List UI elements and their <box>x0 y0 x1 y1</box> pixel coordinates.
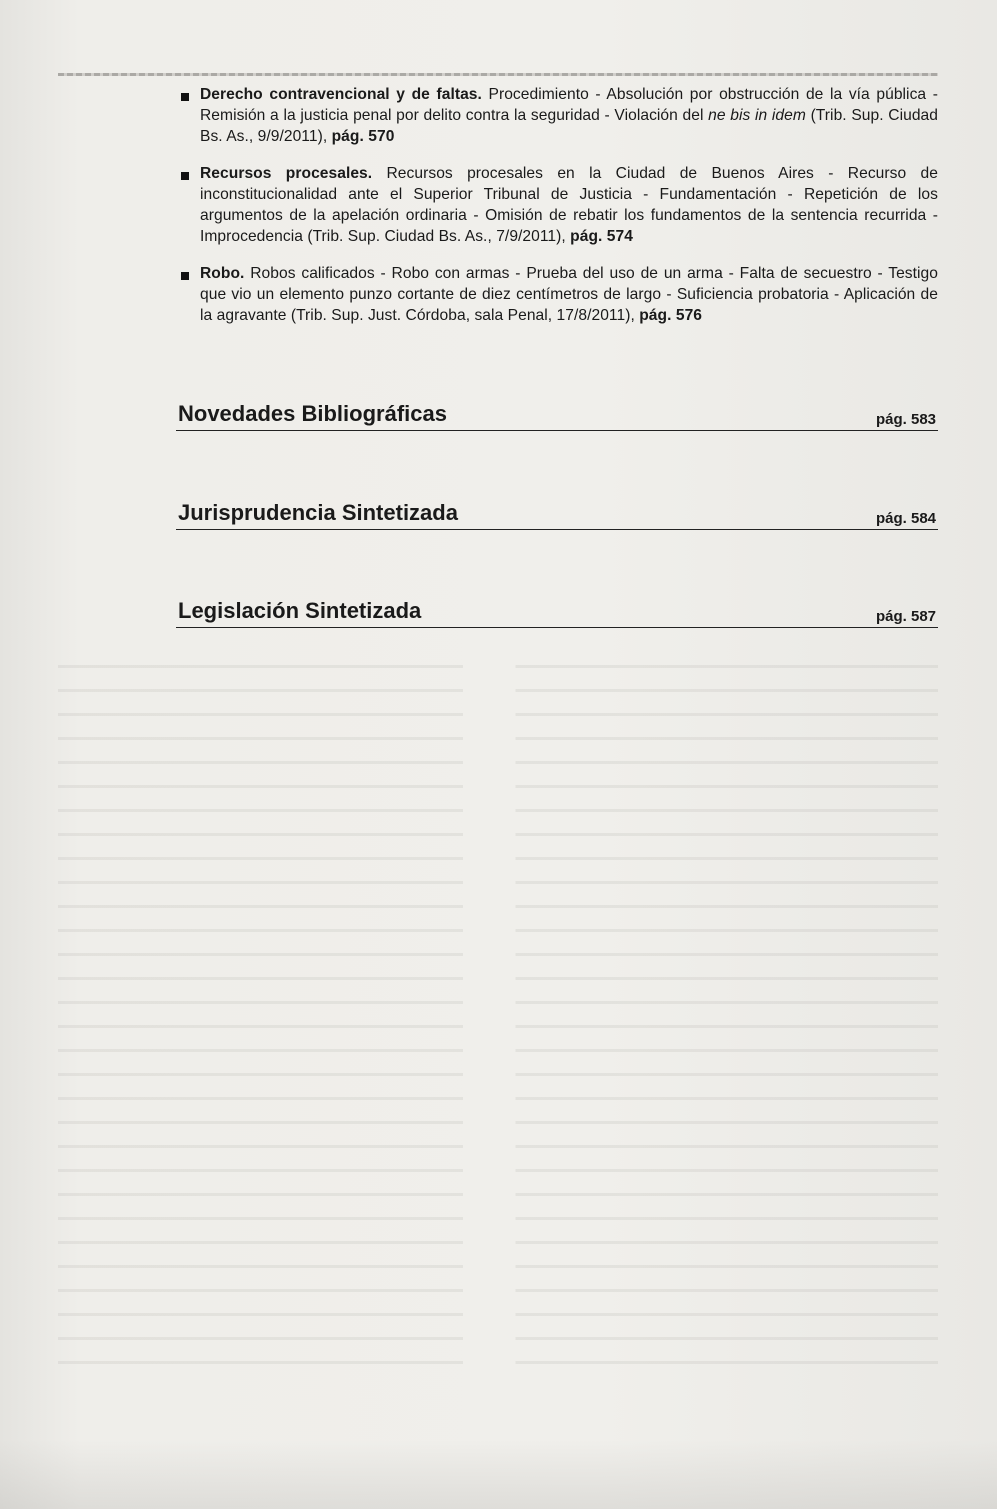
section-page: pág. 587 <box>875 608 936 625</box>
entry-body: Recursos procesales en la Ciudad de Buenos Aires - Recurso de inconstitucionalidad ante el Superior Tribunal de Justicia - Fundamentación - Repetición de los argumentos de la apelación ordinaria - Omisión de rebatir los fundamentos de la sentencia recurrida - Improcedencia <box>200 165 938 245</box>
entry-robo <box>176 263 938 326</box>
section-page: pág. 583 <box>875 411 936 428</box>
section-title: Jurisprudencia Sintetizada <box>178 500 458 525</box>
entry-body: Procedimiento - Absolución por obstrucción de la vía pública - Remisión a la justicia penal por delito contra la seguridad - Violación del <box>200 86 938 124</box>
entry-title: Recursos procesales. <box>200 165 373 182</box>
section-legislacion-sintetizada <box>176 593 938 628</box>
entry-page: pág. 570 <box>331 128 395 145</box>
entry-title: Derecho contravencional y de faltas. <box>200 86 482 103</box>
entry-title: Robo. <box>200 265 245 282</box>
section-title: Legislación Sintetizada <box>178 598 422 623</box>
bleed-through-texture <box>58 655 938 1375</box>
entry-italic: ne bis in idem <box>708 107 806 124</box>
section-jurisprudencia-sintetizada <box>176 495 938 530</box>
page-bottom-shadow <box>0 1440 997 1509</box>
entry-text <box>200 84 938 147</box>
entry-text <box>200 163 938 247</box>
section-novedades-bibliograficas <box>176 396 938 431</box>
section-title: Novedades Bibliográficas <box>178 401 447 426</box>
square-bullet-icon <box>181 272 189 280</box>
entry-citation: (Trib. Sup. Just. Córdoba, sala Penal, 17/8/2011), <box>286 307 640 324</box>
entry-recursos-procesales <box>176 163 938 247</box>
square-bullet-icon <box>181 172 189 180</box>
entry-citation: (Trib. Sup. Ciudad Bs. As., 9/9/2011), <box>200 107 938 145</box>
header-rule <box>58 73 938 76</box>
entry-page: pág. 574 <box>570 228 633 245</box>
entry-citation: (Trib. Sup. Ciudad Bs. As., 7/9/2011), <box>302 228 571 245</box>
entry-derecho-contravencional <box>176 84 938 147</box>
entry-body: Robos calificados - Robo con armas - Prueba del uso de un arma - Falta de secuestro - Testigo que vio un elemento punzo cortante de diez centímetros de largo - Suficiencia probatoria - Aplicación de la agravante <box>200 265 938 324</box>
entry-page: pág. 576 <box>639 307 703 324</box>
entry-text <box>200 263 938 326</box>
entry-list <box>176 84 938 342</box>
square-bullet-icon <box>181 93 189 101</box>
section-page: pág. 584 <box>875 510 936 527</box>
